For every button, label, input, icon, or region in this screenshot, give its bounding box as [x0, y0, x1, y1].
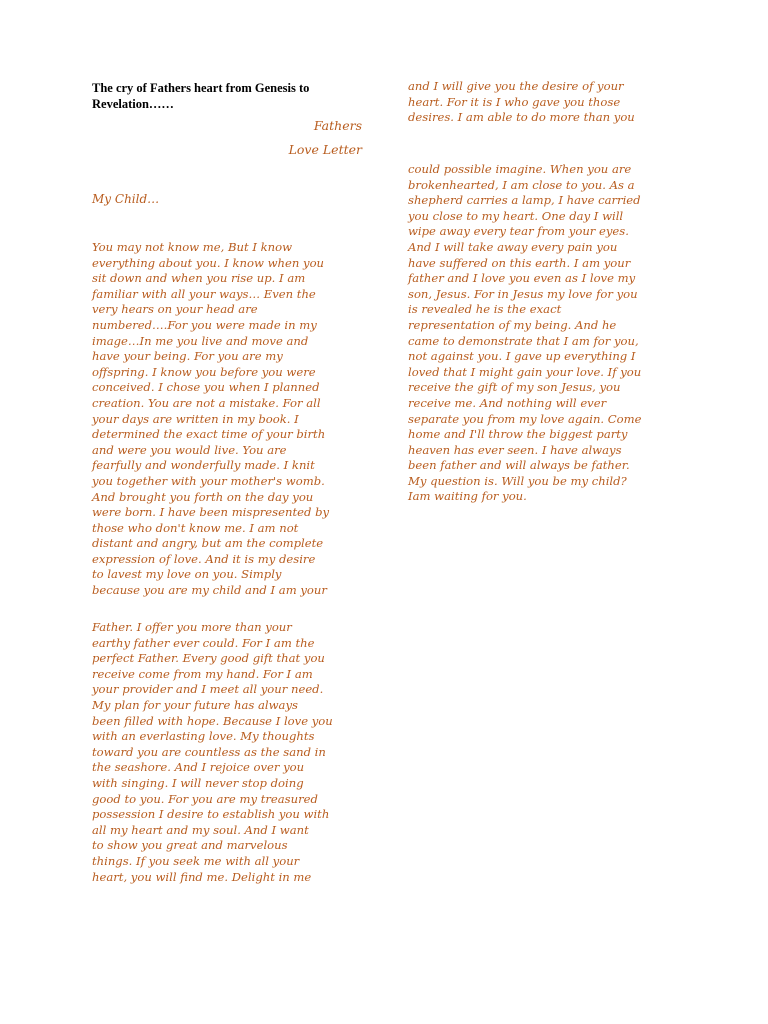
- letter-line: Iam waiting for you.: [408, 489, 527, 504]
- letter-line: because you are my child and I am your: [92, 583, 327, 598]
- letter-line: been filled with hope. Because I love you: [92, 713, 333, 728]
- letter-line: offspring. I know you before you were: [92, 364, 316, 379]
- letter-line: My question is. Will you be my child?: [408, 473, 627, 488]
- heading-line-1: The cry of Fathers heart from Genesis to: [92, 81, 310, 95]
- letter-line: with singing. I will never stop doing: [92, 775, 304, 790]
- letter-line: familiar with all your ways… Even the: [92, 286, 316, 301]
- letter-line: to show you great and marvelous: [92, 838, 288, 853]
- letter-line: you together with your mother's womb.: [92, 473, 325, 488]
- letter-line: earthy father ever could. For I am the: [92, 635, 315, 650]
- letter-line: toward you are countless as the sand in: [92, 744, 326, 759]
- letter-line: heart, you will find me. Delight in me: [92, 869, 312, 884]
- letter-line: have your being. For you are my: [92, 349, 283, 364]
- letter-line: everything about you. I know when you: [92, 255, 325, 270]
- letter-line: very hears on your head are: [92, 302, 258, 317]
- letter-line: separate you from my love again. Come: [408, 411, 642, 426]
- letter-line: distant and angry, but am the complete: [92, 536, 324, 551]
- letter-line: receive come from my hand. For I am: [92, 666, 313, 681]
- letter-line: Father. I offer you more than your: [92, 620, 292, 634]
- letter-line: father and I love you even as I love my: [408, 271, 636, 286]
- letter-line: fearfully and wonderfully made. I knit: [92, 458, 315, 473]
- letter-line: creation. You are not a mistake. For all: [92, 395, 321, 410]
- letter-line: My plan for your future has always: [92, 697, 298, 712]
- letter-line: could possible imagine. When you are: [408, 162, 632, 176]
- letter-line: brokenhearted, I am close to you. As a: [408, 177, 635, 192]
- letter-line: is revealed he is the exact: [408, 302, 562, 317]
- letter-line: and I will give you the desire of your: [408, 79, 624, 93]
- letter-line: image…In me you live and move and: [92, 333, 309, 348]
- letter-line: loved that I might gain your love. If you: [408, 364, 642, 379]
- letter-line: wipe away every tear from your eyes.: [408, 224, 629, 239]
- letter-line: those who don't know me. I am not: [92, 520, 299, 535]
- letter-line: all my heart and my soul. And I want: [92, 822, 309, 837]
- letter-line: you close to my heart. One day I will: [408, 208, 624, 223]
- letter-line: heart. For it is I who gave you those: [408, 94, 621, 109]
- letter-line: not against you. I gave up everything I: [408, 349, 636, 364]
- letter-line: determined the exact time of your birth: [92, 427, 326, 442]
- letter-line: possession I desire to establish you with: [92, 807, 330, 822]
- letter-line: your provider and I meet all your need.: [92, 682, 324, 697]
- letter-line: representation of my being. And he: [408, 317, 617, 332]
- letter-line: shepherd carries a lamp, I have carried: [408, 193, 641, 208]
- letter-line: numbered….For you were made in my: [92, 317, 317, 332]
- letter-line: to lavest my love on you. Simply: [92, 567, 282, 582]
- letter-line: the seashore. And I rejoice over you: [92, 760, 305, 775]
- letter-line: And I will take away every pain you: [408, 239, 618, 254]
- letter-line: your days are written in my book. I: [92, 411, 299, 426]
- letter-line: home and I'll throw the biggest party: [408, 427, 628, 442]
- letter-line: expression of love. And it is my desire: [92, 551, 316, 566]
- letter-line: have suffered on this earth. I am your: [408, 255, 631, 270]
- letter-line: came to demonstrate that I am for you,: [408, 333, 639, 348]
- letter-line: things. If you seek me with all your: [92, 853, 300, 868]
- document-heading: [92, 80, 362, 111]
- letter-body-left-2: [92, 620, 333, 885]
- letter-line: You may not know me, But I know: [92, 240, 293, 254]
- letter-line: with an everlasting love. My thoughts: [92, 729, 315, 744]
- letter-line: were born. I have been mispresented by: [92, 505, 330, 520]
- letter-body-left-1: [92, 240, 329, 599]
- letter-line: heaven has ever seen. I have always: [408, 442, 622, 457]
- letter-line: son, Jesus. For in Jesus my love for you: [408, 286, 638, 301]
- heading-line-2: Revelation……: [92, 96, 174, 111]
- letter-line: and were you would live. You are: [92, 442, 287, 457]
- letter-greeting: My Child…: [92, 192, 160, 206]
- letter-line: desires. I am able to do more than you: [408, 110, 635, 125]
- letter-line: sit down and when you rise up. I am: [92, 271, 306, 286]
- letter-line: good to you. For you are my treasured: [92, 791, 318, 806]
- letter-body-right-1: [408, 79, 635, 126]
- letter-line: And brought you forth on the day you: [92, 489, 314, 504]
- letter-body-right-2: [408, 162, 642, 505]
- letter-line: receive me. And nothing will ever: [408, 395, 607, 410]
- letter-line: receive the gift of my son Jesus, you: [408, 380, 621, 395]
- letter-line: perfect Father. Every good gift that you: [92, 651, 325, 666]
- letter-title-line-1: Fathers: [313, 118, 362, 133]
- letter-title-line-2: Love Letter: [288, 142, 362, 157]
- letter-line: conceived. I chose you when I planned: [92, 380, 320, 395]
- letter-line: been father and will always be father.: [408, 458, 630, 473]
